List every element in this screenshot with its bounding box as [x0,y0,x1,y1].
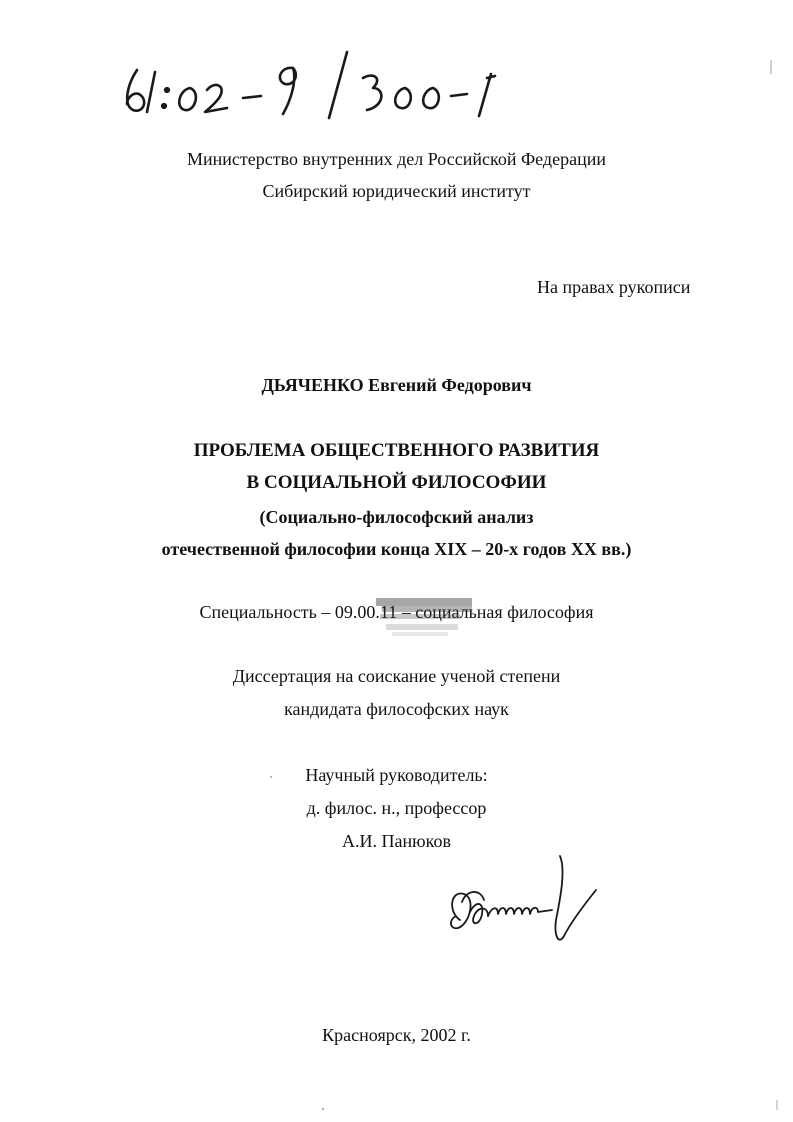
thesis-title-line-1: ПРОБЛЕМА ОБЩЕСТВЕННОГО РАЗВИТИЯ [193,440,600,461]
author-name: ДЬЯЧЕНКО Евгений Федорович [261,375,532,395]
city-year: Красноярск, 2002 г. [322,1025,471,1045]
signature [440,850,610,950]
scan-speck [770,60,772,74]
specialty: Специальность – 09.00.11 – социальная философия [199,602,594,622]
thesis-subtitle-line-1: (Социально-философский анализ [259,507,534,527]
scan-speck [270,776,272,778]
supervisor-name: А.И. Панюков [342,831,451,851]
manuscript-note: На правах рукописи [537,277,691,297]
thesis-subtitle-line-2: отечественной философии конца XIX – 20-х годов XX вв.) [161,539,632,559]
scan-speck [776,1100,778,1110]
thesis-title-line-2: В СОЦИАЛЬНОЙ ФИЛОСОФИИ [246,472,547,493]
dissertation-line-2: кандидата философских наук [284,699,509,719]
ministry-name: Министерство внутренних дел Российской Федерации [187,149,606,169]
institute-name: Сибирский юридический институт [262,181,531,201]
scan-speck [322,1108,324,1110]
stamp-smudge [372,592,482,640]
handwritten-archive-code [115,30,515,120]
supervisor-degree: д. филос. н., профессор [306,798,487,818]
dissertation-line-1: Диссертация на соискание ученой степени [232,666,561,686]
supervisor-label: Научный руководитель: [305,765,488,785]
